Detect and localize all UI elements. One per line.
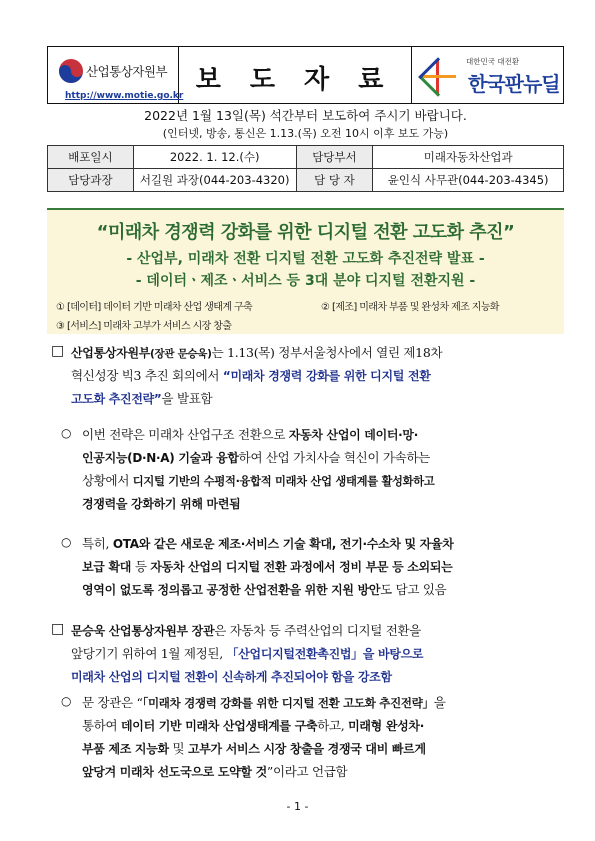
body-text: ”이라고 언급함 [266,764,348,779]
emphasis-text: 데이터 기반 미래차 산업생태계를 구축 [121,719,318,733]
body-text: 이번 전략은 미래차 산업구조 전환으로 [82,427,289,442]
headline-banner [47,208,564,334]
embargo-detail: (인터넷, 방송, 통신은 1.13.(목) 오전 10시 이후 보도 가능) [162,127,449,140]
circle-bullet-icon: ○ [61,694,72,708]
square-bullet-icon: □ [51,343,65,359]
headline-title: “미래차 경쟁력 강화를 위한 디지털 전환 고도화 추진” [96,222,515,243]
strategy-item: ② [제조] 미래차 부품 및 완성차 제조 지능화 [321,302,499,313]
document-title: 보 도 자 료 [195,65,394,95]
body-text: 앞당기기 위하여 1월 제정된, [71,646,227,661]
ministry-name: 산업통상자원부 [86,64,168,79]
new-deal-logo-icon [416,57,460,97]
brand-name: 한국판뉴딜 [468,72,560,96]
emphasis-text: 미래형 완성차· [348,719,424,733]
body-text: 을 [433,695,446,710]
emphasis-text: 「미래차 경쟁력 강화를 위한 디지털 전환 고도화 추진전략」 [142,696,434,710]
body-text: 및 [168,741,188,756]
body-text: 등 [134,559,151,574]
contact-table [47,145,564,192]
emphasis-text: (장관 문승욱) [150,348,212,360]
emphasis-text: 고도화 추진전략” [71,392,162,406]
embargo-notice: 2022년 1월 13일(목) 석간부터 보도하여 주시기 바랍니다. [144,108,467,123]
emphasis-text: 자동차 산업의 디지털 전환 과정에서 정비 부문 등 소외되는 [150,560,453,574]
date-label: 배포일시 [48,146,134,169]
circle-bullet-icon: ○ [61,535,72,549]
body-text: 도 담고 있음 [380,582,447,597]
emphasis-text: 문승욱 산업통상자원부 장관 [71,624,215,638]
emphasis-text: 앞당겨 미래차 선도국으로 도약할 것 [82,765,267,779]
body-text: 하여 산업 가치사슬 혁신이 가속하는 [238,450,430,465]
press-header [47,46,564,104]
strategy-item: ① [데이터] 데이터 기반 미래차 산업 생태계 구축 [56,302,253,313]
emphasis-text: 보급 확대 [82,560,135,574]
emphasis-text: 산업통상자원부 [71,346,151,360]
emphasis-text: 인공지능(D·N·A) 기술과 융합 [82,451,239,465]
emphasis-text: 「산업디지털전환촉진법」을 바탕으로 [226,647,424,661]
body-text: 통하여 [82,718,121,733]
headline-subtitle: - 산업부, 미래차 전환 디지털 전환 고도화 추진전략 발표 - [126,251,485,267]
strategy-item: ③ [서비스] 미래차 고부가 서비스 시장 창출 [56,321,232,332]
headline-subtitle: - 데이터ㆍ제조ㆍ서비스 등 3대 분야 디지털 전환지원 - [135,273,476,289]
square-bullet-icon: □ [51,621,65,637]
emphasis-text: 고부가 서비스 시장 창출을 경쟁국 대비 빠르게 [187,742,426,756]
body-text: 문 장관은 “ [82,695,143,710]
staff-label: 담 당 자 [296,169,373,192]
circle-bullet-icon: ○ [61,426,72,440]
body-text: 는 1.13(목) 정부서울청사에서 열린 제18차 [211,345,443,360]
date-value: 2022. 1. 12.(수) [133,146,296,169]
manager-label: 담당과장 [48,169,134,192]
body-text: 은 자동차 등 주력산업의 디지털 전환을 [214,623,422,638]
emphasis-text: 디지털 기반의 수평적·융합적 미래차 산업 생태계를 활성화하고 [132,475,435,488]
emphasis-text: OTA와 같은 새로운 제조·서비스 기술 확대, 전기·수소차 및 자율차 [112,537,454,551]
staff-value: 윤인식 사무관(044-203-4345) [373,169,564,192]
header-divider [411,47,412,103]
manager-value: 서길원 과장(044-203-4320) [133,169,296,192]
taegeuk-logo-icon [58,58,84,84]
body-text: 을 발표함 [161,391,213,406]
dept-value: 미래자동차산업과 [373,146,564,169]
ministry-url[interactable]: http://www.motie.go.kr [65,91,184,101]
dept-label: 담당부서 [296,146,373,169]
emphasis-text: “미래차 경쟁력 강화를 위한 디지털 전환 [222,369,431,383]
emphasis-text: 미래차 산업의 디지털 전환이 신속하게 추진되어야 함을 강조함 [71,670,392,684]
emphasis-text: 영역이 없도록 정의롭고 공정한 산업전환을 위한 지원 방안 [82,583,381,597]
emphasis-text: 자동차 산업이 데이터·망· [288,428,418,442]
body-text: 하고, [317,718,349,733]
body-text: 상황에서 [82,473,133,488]
emphasis-text: 경쟁력을 강화하기 위해 마련됨 [82,497,241,511]
brand-tagline: 대한민국 대전환 [466,57,520,66]
body-text: 특히, [82,536,113,551]
emphasis-text: 부품 제조 지능화 [82,742,169,756]
page-number: - 1 - [286,800,309,813]
body-text: 혁신성장 빅3 추진 회의에서 [71,368,223,383]
